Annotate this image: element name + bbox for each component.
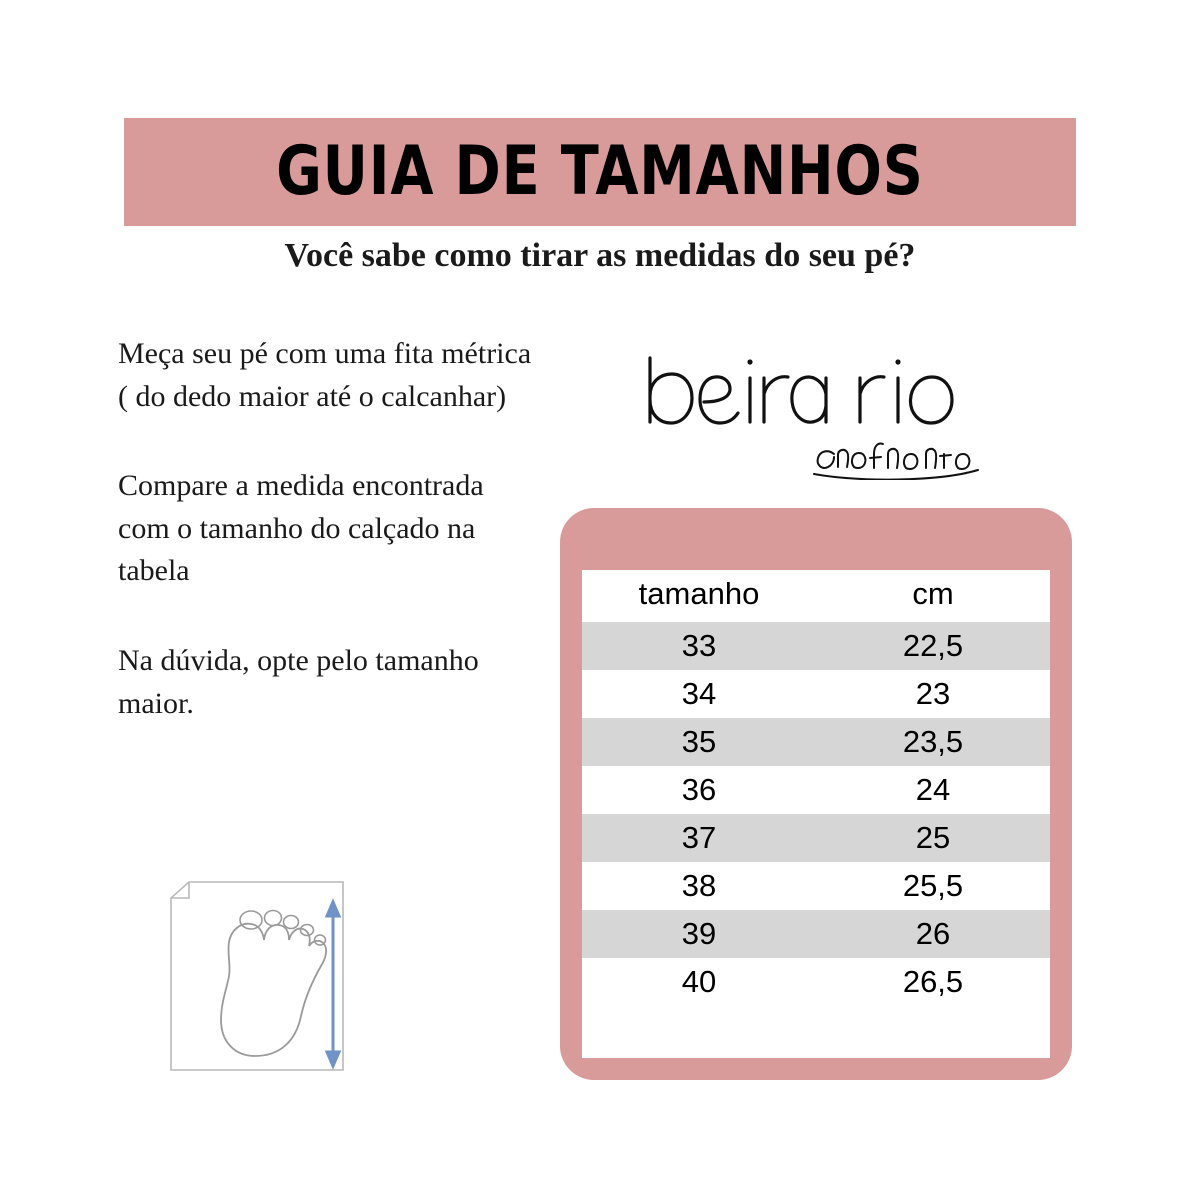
cell-tamanho: 37	[582, 814, 816, 862]
page-title: GUIA DE TAMANHOS	[276, 132, 924, 211]
size-table-body	[582, 622, 1050, 1006]
table-row	[582, 670, 1050, 718]
table-row	[582, 766, 1050, 814]
table-row	[582, 814, 1050, 862]
cell-tamanho: 34	[681, 676, 717, 711]
size-table-card	[560, 508, 1072, 1080]
cell-tamanho: 40	[681, 964, 717, 999]
table-row	[582, 622, 1050, 670]
table-row	[582, 958, 1050, 1006]
size-table-head	[582, 570, 1050, 622]
cell-cm: 26	[816, 910, 1050, 958]
cell-cm: 25,5	[902, 868, 964, 903]
cell-cm: 24	[915, 772, 951, 807]
instruction-step-1: Meça seu pé com uma fita métrica ( do dedo maior até o calcanhar)	[118, 337, 532, 413]
page-subtitle: Você sabe como tirar as medidas do seu pé?	[284, 237, 916, 274]
brand-logo	[638, 350, 998, 480]
instructions-column	[118, 333, 538, 725]
column-header-tamanho: tamanho	[638, 576, 760, 611]
table-row	[582, 718, 1050, 766]
column-header-cm: cm	[912, 576, 954, 611]
table-header-row	[582, 570, 1050, 622]
foot-measure-diagram	[163, 880, 351, 1076]
cell-tamanho: 35	[582, 718, 816, 766]
cell-cm: 26,5	[902, 964, 964, 999]
cell-cm: 23	[915, 676, 951, 711]
cell-cm: 22,5	[816, 622, 1050, 670]
cell-cm: 23,5	[816, 718, 1050, 766]
title-banner	[124, 118, 1076, 226]
cell-tamanho: 36	[681, 772, 717, 807]
table-row	[582, 862, 1050, 910]
size-table-inner	[582, 570, 1050, 1058]
cell-tamanho: 39	[582, 910, 816, 958]
cell-tamanho: 38	[681, 868, 717, 903]
cell-cm: 25	[816, 814, 1050, 862]
size-table	[582, 570, 1050, 1006]
cell-tamanho: 33	[582, 622, 816, 670]
table-row	[582, 910, 1050, 958]
instruction-step-2: Compare a medida encontrada com o tamanho do calçado na tabela	[118, 469, 484, 588]
instruction-step-3: Na dúvida, opte pelo tamanho maior.	[118, 643, 479, 720]
